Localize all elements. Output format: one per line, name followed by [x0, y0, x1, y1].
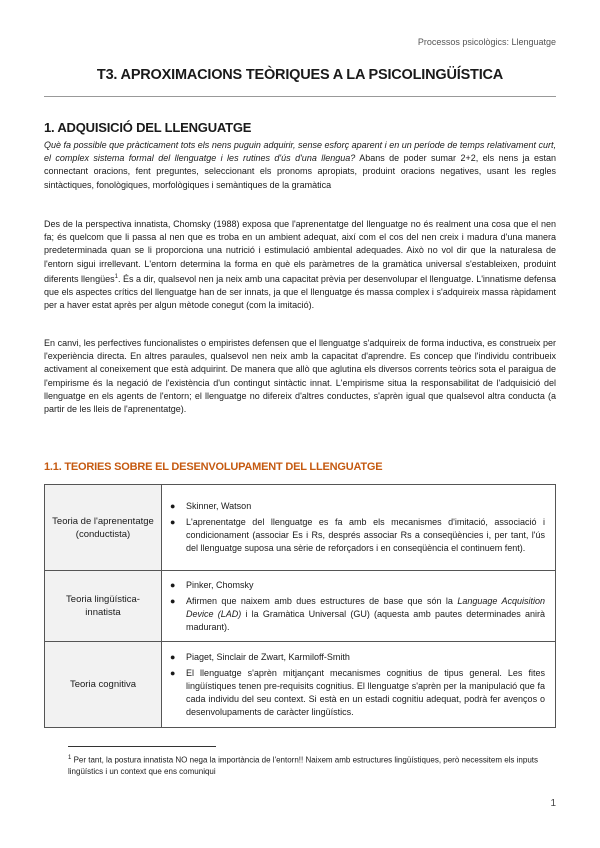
table-row	[45, 642, 556, 728]
list-item	[170, 651, 545, 664]
theory-authors: Pinker, Chomsky	[186, 579, 254, 590]
theory-authors: Piaget, Sinclair de Zwart, Karmiloff-Smith	[186, 651, 350, 662]
lad-term: Language Acquisition Device (LAD)	[186, 595, 545, 619]
innatism-text-b: . És a dir, qualsevol nen ja neix amb una capacitat prèvia per desenvolupar el llenguatge. L'innatisme defensa que els aspectes crítics del llenguatge han de ser innats, ja que el llenguatge és massa complex i s'adquireix massa ràpidament per a haver estat après per algun mètode conegut (com la imitació).	[44, 273, 557, 311]
bullet-icon: ●	[170, 595, 176, 606]
bullet-icon: ●	[170, 667, 176, 678]
paragraph-innatism	[44, 218, 556, 312]
theory-name: Teoria cognitiva	[45, 642, 162, 728]
document-title: T3. APROXIMACIONS TEÒRIQUES A LA PSICOLINGÜÍSTICA	[96, 67, 504, 83]
theory-authors: Skinner, Watson	[186, 501, 252, 511]
paragraph-empiricism: En canvi, les perfectives funcionalistes o empiristes defensen que el llenguatge s'adquireix de forma inductiva, es construeix per l'experiència directa. En altres paraules, qualsevol nen neix amb la capacitat d'aprendre. Es concep que l'individu contribueix activament al coneixement que està adquirint. De manera que allò que aglutina els diversos corrents teòrics sota el paraigua de l'empirisme és la negació de l'existència d'un contingut sintàctic innat. L'empirisme situa la responsabilitat de l'adquisició del llenguatge en els agents de l'entorn; el llenguatge no difereix d'altres conductes, s'aprèn igual que qualsevol altra conducta (a partir de les lleis de l'aprenentatge).	[44, 338, 556, 415]
list-item	[170, 516, 545, 555]
theories-table	[44, 484, 556, 728]
theory-content	[162, 485, 556, 571]
list-item	[170, 595, 545, 634]
list-item	[170, 667, 545, 719]
innatism-text-a: Des de la perspectiva innatista, Chomsky (1988) exposa que l'aprenentatge del llenguatge no és realment una cosa que el nen fa; és quelcom que li passa al nen que es troba en un ambient adequat, així com el cos del nen creix i madura d'una manera predeterminada quan se li proporciona una nutrició i estimulació ambiental adequades. Això no vol dir que la naturalesa de l'entorn sigui irrellevant. L'entorn determina la forma en què els paràmetres de la gramàtica universal s'estableixen, produint diferents llengües	[44, 219, 556, 284]
intro-question: Què fa possible que pràcticament tots els nens puguin adquirir, sense esforç aparent i en un període de temps relativament curt, el complex sistema formal del llenguatge i les rutines d'ús d'una llengua?	[44, 140, 556, 164]
theory-name: Teoria lingüística-innatista	[45, 571, 162, 642]
list-item	[170, 579, 545, 592]
theory-description: L'aprenentatge del llenguatge es fa amb els mecanismes d'imitació, associació i condicionament (associar Es i Rs, després associar Rs a conseqüències i, per tant, l'ús del llenguatge suposa una sèrie de reforçadors i en conseqüència el continuem fent).	[186, 517, 545, 553]
theory-description	[186, 595, 545, 634]
section-title: 1. ADQUISICIÓ DEL LLENGUATGE	[44, 120, 252, 135]
list-item	[170, 500, 545, 513]
footnote-text: Per tant, la postura innatista NO nega la importància de l'entorn!! Naixem amb estructures lingüístiques, però necessitem els inputs lingüístics i un context que ens comuniqui	[68, 755, 538, 776]
bullet-icon: ●	[170, 517, 176, 527]
title-divider	[44, 96, 556, 97]
table-row	[45, 571, 556, 642]
theory-content	[162, 571, 556, 642]
bullet-icon: ●	[170, 501, 176, 511]
theory-name: Teoria de l'aprenentatge (conductista)	[45, 485, 162, 571]
bullet-icon: ●	[170, 651, 176, 662]
intro-rest: Abans de poder sumar 2+2, els nens ja estan connectant oracions, fent preguntes, seleccionant els pronoms apropiats, produint oracions negatives, usant les regles sintàctiques, fonològiques, morfològiques i semàntiques de la gramàtica	[44, 153, 556, 190]
running-header: Processos psicològics: Llenguatge	[417, 37, 556, 47]
footnote-divider	[68, 746, 216, 747]
bullet-icon: ●	[170, 579, 176, 590]
theory-content	[162, 642, 556, 728]
footnote-ref[interactable]: 1	[114, 273, 118, 280]
footnote-mark: 1	[68, 755, 72, 761]
description-part: Afirmen que naixem amb dues estructures de base que són la	[186, 595, 458, 606]
footnote	[68, 753, 556, 777]
subsection-title: 1.1. TEORIES SOBRE EL DESENVOLUPAMENT DEL LLENGUATGE	[44, 461, 383, 473]
table-row	[45, 485, 556, 571]
paragraph-intro	[44, 139, 556, 192]
description-part: i la Gramàtica Universal (GU) (aquesta amb pautes determinades anirà madurant).	[186, 608, 546, 632]
page-number: 1	[550, 798, 556, 809]
theory-description: El llenguatge s'aprèn mitjançant mecanismes cognitius de tipus general. Les fites lingüístiques tenen pre-requisits cognitius. El llenguatge s'aprèn per la manipulació que fa cada individu del seu context. Si està en un estadi cognitiu adequat, podrà fer avenços o desenvolupaments de caràcter lingüístics.	[186, 667, 545, 717]
